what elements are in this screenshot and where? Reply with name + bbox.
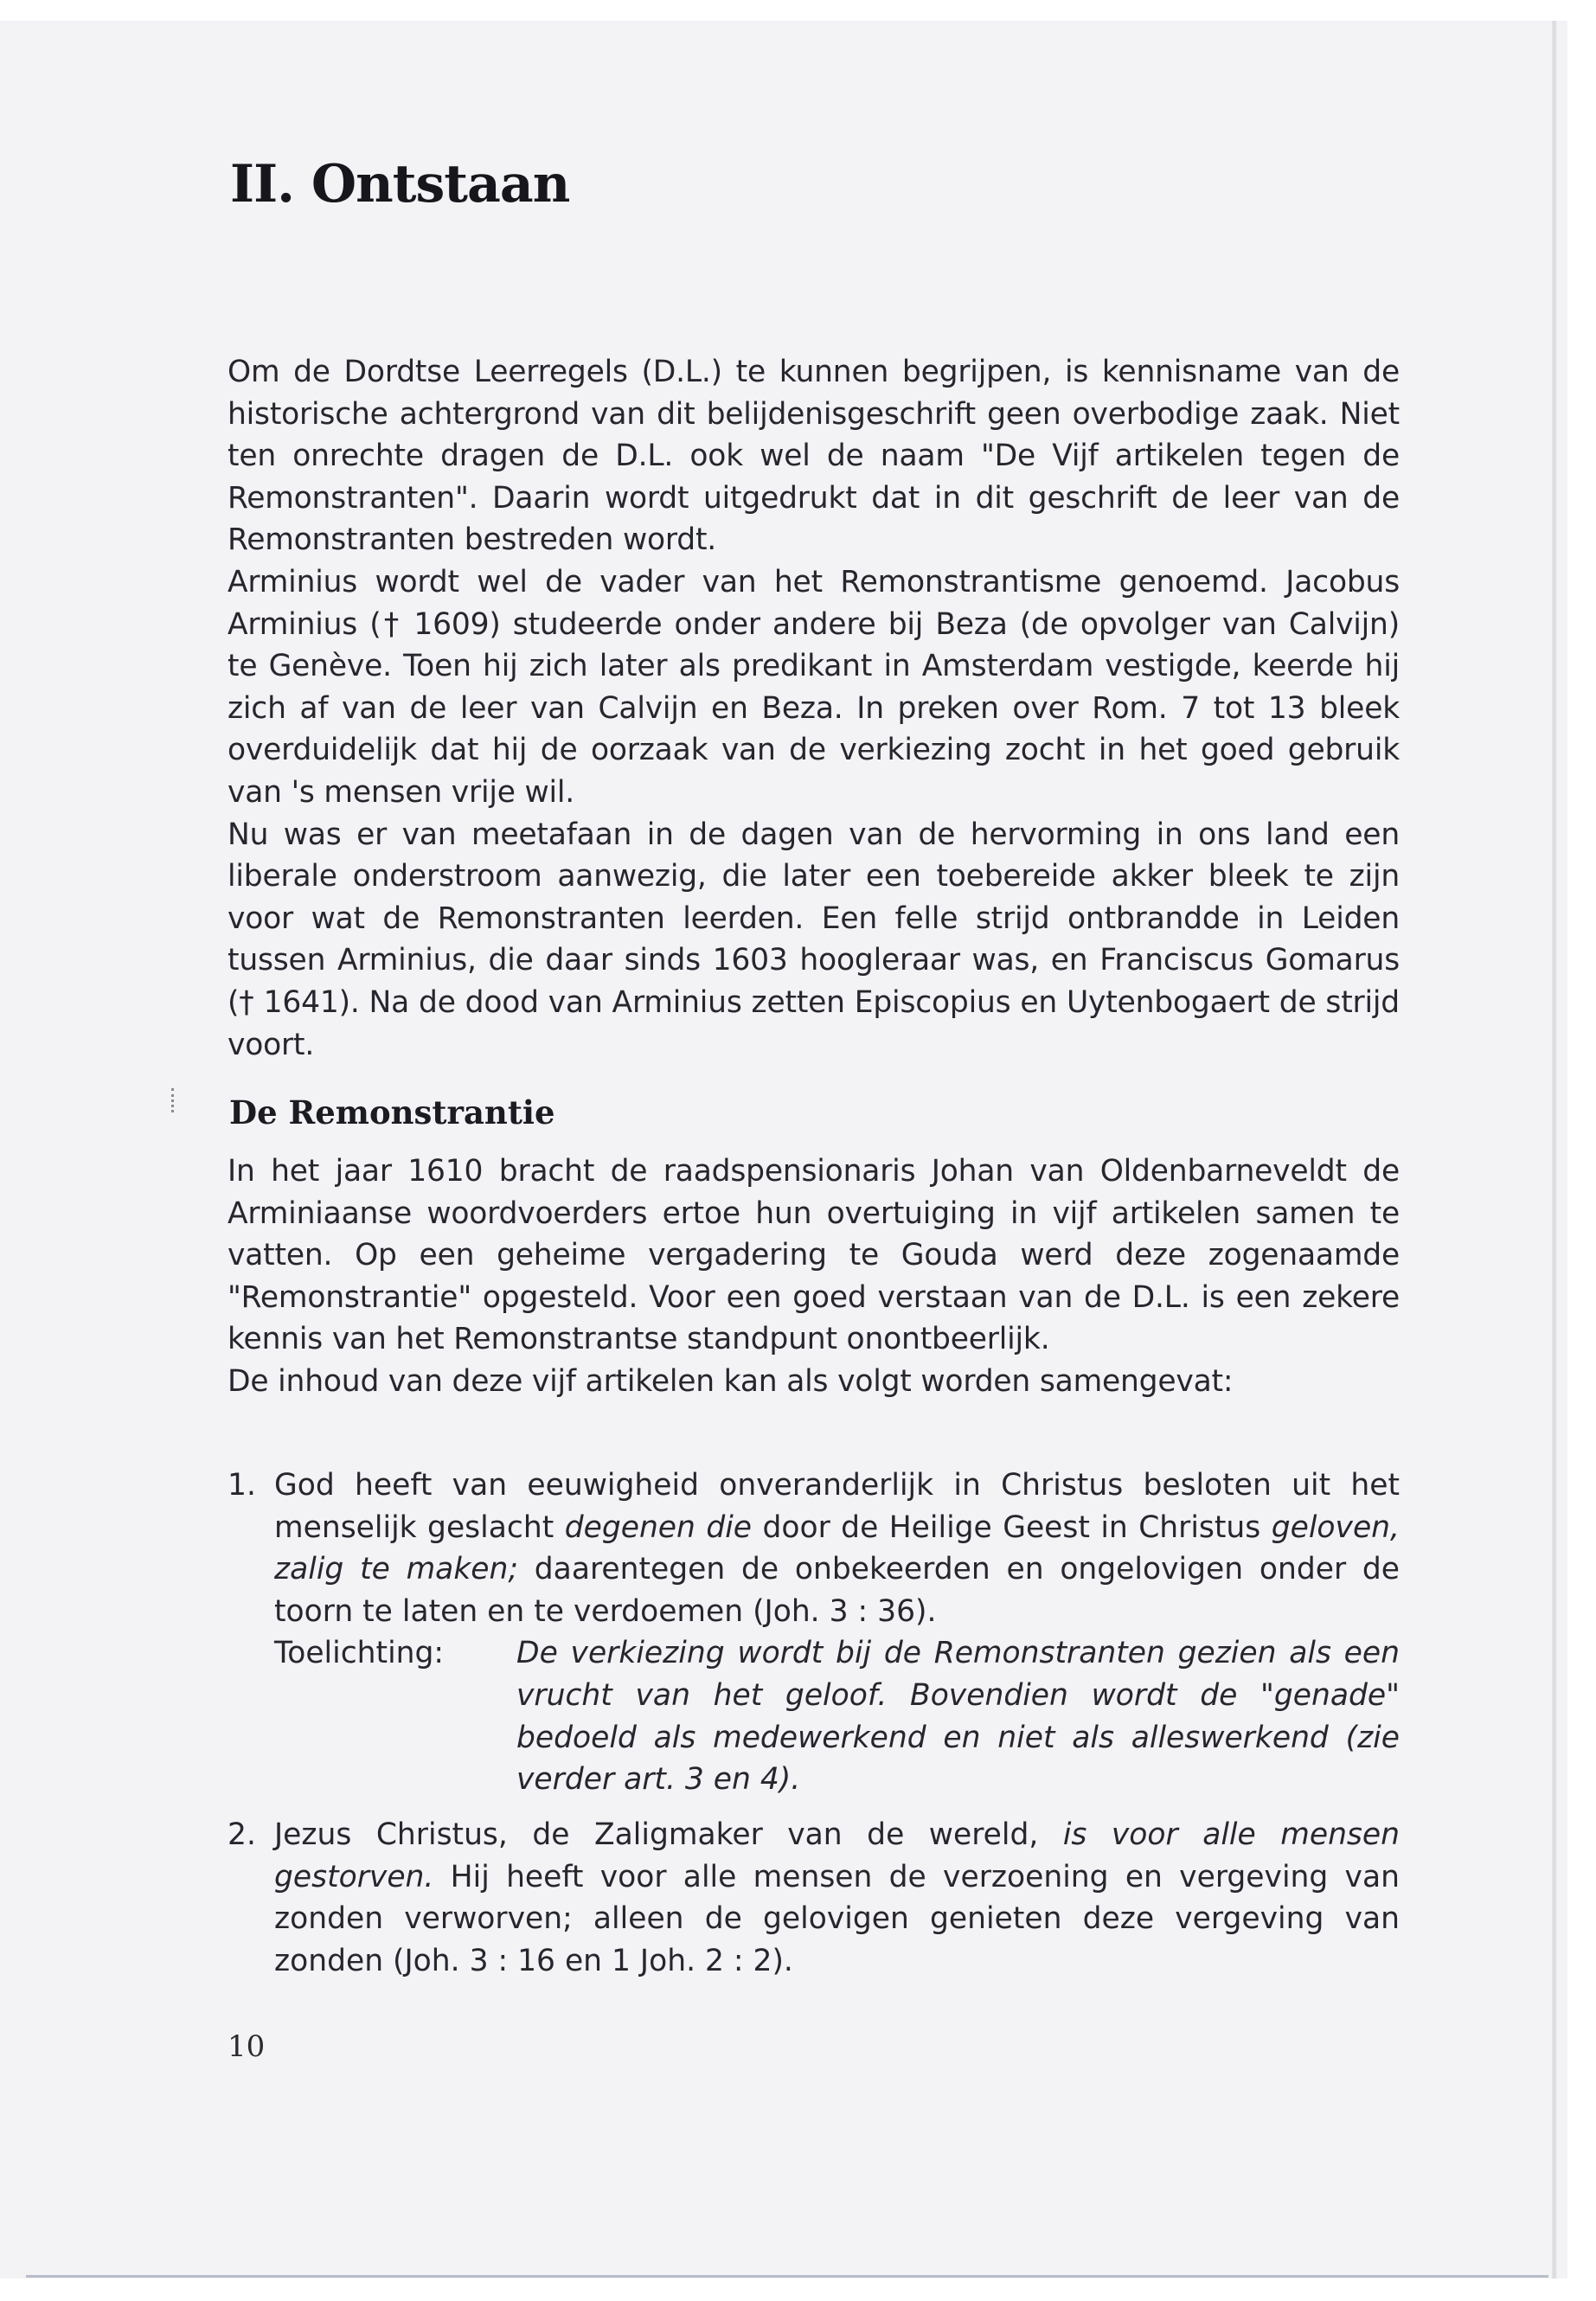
chapter-heading: II. Ontstaan xyxy=(230,154,570,215)
article-text-part: God heeft van eeuwigheid onveranderlijk in Christus besloten uit het menselijk geslacht xyxy=(274,1468,1400,1545)
article-text xyxy=(274,1465,1400,1632)
remonstrantie-paragraph: De inhoud van deze vijf artikelen kan als volgt worden samengevat: xyxy=(228,1363,1234,1399)
intro-section xyxy=(228,351,1400,1066)
article-note xyxy=(274,1632,1400,1800)
article-number: 1. xyxy=(228,1468,256,1503)
page-number: 10 xyxy=(228,2029,266,2064)
section-subheading: De Remonstrantie xyxy=(229,1093,555,1131)
article-emphasis: is voor alle mensen gestorven. xyxy=(274,1817,1400,1894)
intro-paragraph: Nu was er van meetafaan in de dagen van de hervorming in ons land een liberale onderstroom aanwezig, die later een toebereide akker bleek te zijn voor wat de Remonstranten leerden. Een felle strijd ontbrandde in Leiden tussen Arminius, die daar sinds 1603 hoogleraar was, en Franciscus Gomarus († 1641). Na de dood van Arminius zetten Episcopius en Uytenbogaert de strijd voort. xyxy=(228,817,1400,1062)
article-text-part: Hij heeft voor alle mensen de verzoening en vergeving van zonden verworven; alleen de gelovigen genieten deze vergeving van zonden (Joh. 3 : 16 en 1 Joh. 2 : 2). xyxy=(274,1859,1400,1978)
bottom-rule xyxy=(26,2275,1548,2278)
article-number: 2. xyxy=(228,1817,256,1852)
article-text xyxy=(274,1814,1400,1982)
article-text-part: daarentegen de onbekeerden en ongelovigen onder de toorn te laten en te verdoemen (Joh. 3 : 36). xyxy=(274,1552,1401,1629)
article-emphasis: degenen die xyxy=(564,1509,753,1545)
intro-paragraph: Arminius wordt wel de vader van het Remonstrantisme genoemd. Jacobus Arminius († 1609) studeerde onder andere bij Beza (de opvolger van Calvijn) te Genève. Toen hij zich later als predikant in Amsterdam vestigde, keerde hij zich af van de leer van Calvijn en Beza. In preken over Rom. 7 tot 13 bleek overduidelijk dat hij de oorzaak van de verkiezing zocht in het goed gebruik van 's mensen vrije wil. xyxy=(228,564,1400,810)
intro-paragraph: Om de Dordtse Leerregels (D.L.) te kunnen begrijpen, is kennisname van de historische achtergrond van dit belijdenisgeschrift geen overbodige zaak. Niet ten onrechte dragen de D.L. ook wel de naam "De Vijf artikelen tegen de Remonstranten". Daarin wordt uitgedrukt dat in dit geschrift de leer van de Remonstranten bestreden wordt. xyxy=(228,355,1400,558)
note-label: Toelichting: xyxy=(274,1636,445,1671)
page-spine-shadow xyxy=(1552,21,1557,2279)
remonstrantie-section xyxy=(228,1150,1400,1403)
margin-mark xyxy=(171,1088,176,1112)
article-emphasis: geloven, zalig te maken; xyxy=(274,1509,1400,1587)
article-item-1 xyxy=(228,1465,1400,1801)
remonstrantie-paragraph: In het jaar 1610 bracht de raadspensionaris Johan van Oldenbarneveldt de Arminiaanse woordvoerders ertoe hun overtuiging in vijf artikelen samen te vatten. Op een geheime vergadering te Gouda werd deze zogenaamde "Remonstrantie" opgesteld. Voor een goed verstaan van de D.L. is een zekere kennis van het Remonstrantse standpunt onontbeerlijk. xyxy=(228,1154,1400,1357)
note-text: De verkiezing wordt bij de Remonstranten gezien als een vrucht van het geloof. Bovendien wordt de "genade" bedoeld als medewerkend en niet als alleswerkend (zie verder art. 3 en 4). xyxy=(516,1636,1400,1798)
article-text-part: door de Heilige Geest in Christus xyxy=(752,1509,1272,1545)
article-text-part: Jezus Christus, de Zaligmaker van de wereld, xyxy=(274,1817,1063,1852)
article-item-2 xyxy=(228,1814,1400,1982)
